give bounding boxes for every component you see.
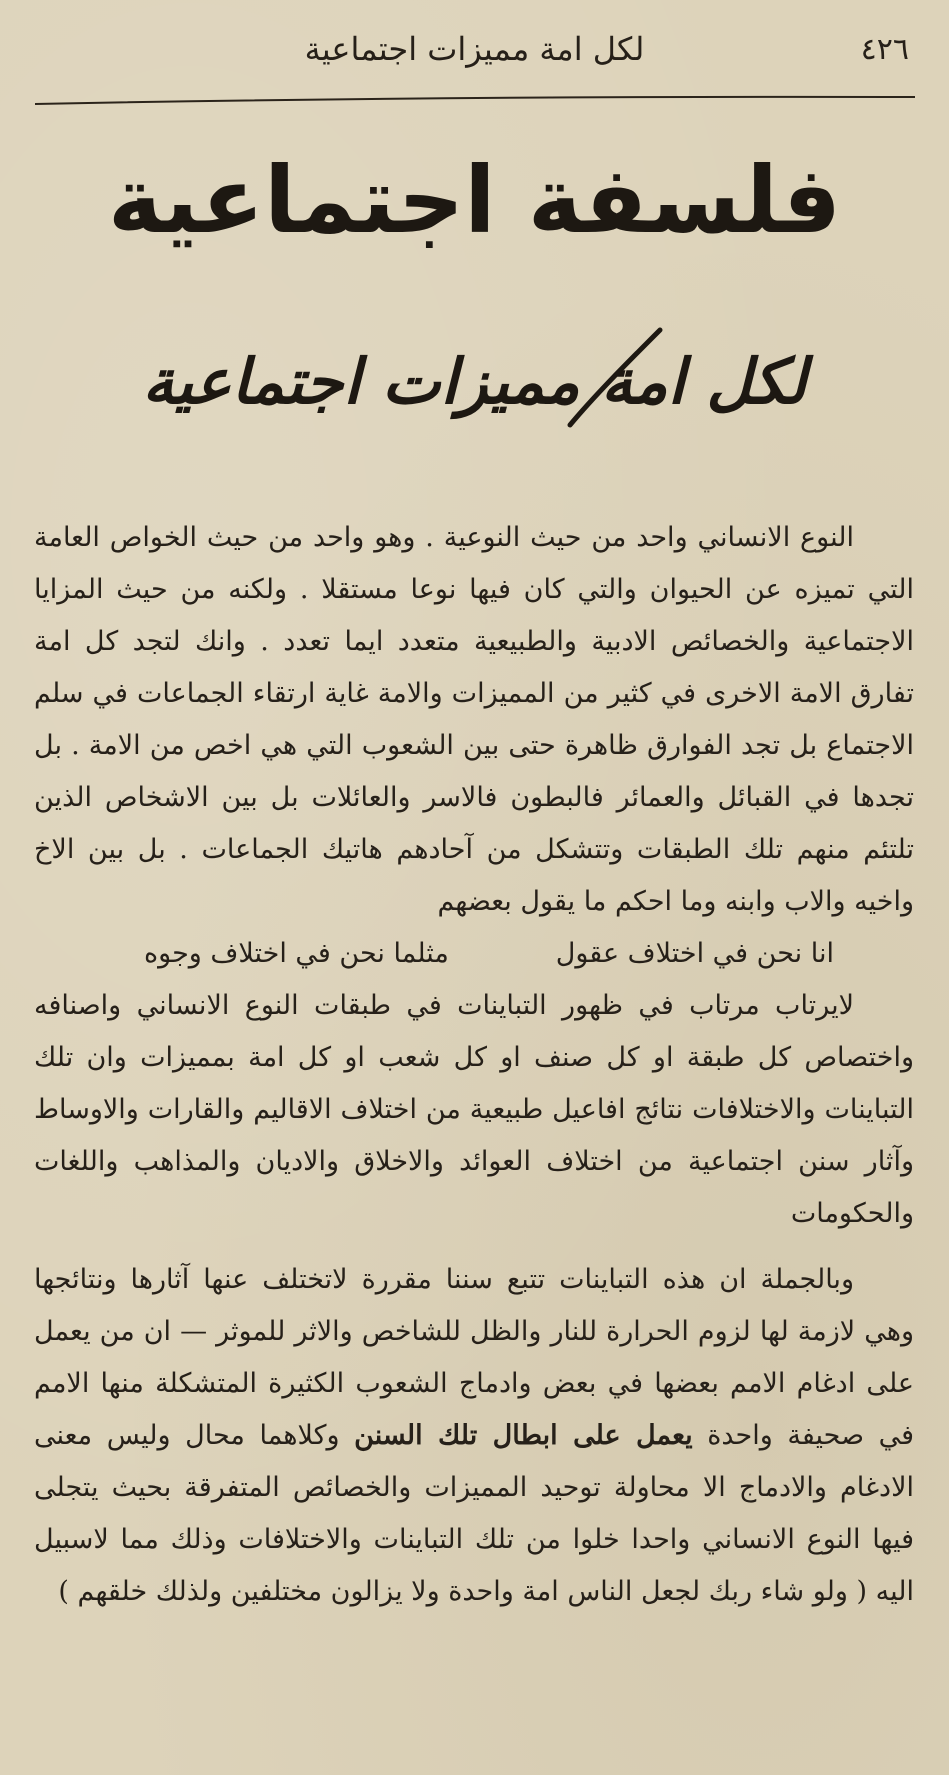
page-header	[40, 22, 909, 82]
article-body	[34, 512, 914, 1645]
paragraph-3-part-2: وكلاهما محال وليس معنى الادغام والادماج الا محاولة توحيد المميزات والخصائص المتفرقة بحيث يتجلى فيها النوع الانساني واحدا خلوا من تلك التباينات والاختلافات وذلك مما لاسبيل اليه ( ولو شاء ربك لجعل الناس امة واحدة ولا يزالون مختلفين ولذلك خلقهم )	[34, 1420, 914, 1607]
paragraph-3	[34, 1254, 914, 1618]
paragraph-1: النوع الانساني واحد من حيث النوعية . وهو واحد من حيث الخواص العامة التي تميزه عن الحيوان والتي كان فيها نوعا مستقلا . ولكنه من حيث المزايا الاجتماعية والخصائص الادبية والطبيعية متعدد ايما تعدد . وانك لتجد كل امة تفارق الامة الاخرى في كثير من المميزات والامة غاية ارتقاء الجماعات في سلم الاجتماع بل تجد الفوارق ظاهرة حتى بين الشعوب التي هي اخص من الامة . بل تجدها في القبائل والعمائر فالبطون فالاسر والعائلات بل بين الاشخاص الذين تلتئم منهم تلك الطبقات وتتشكل من آحادهم هاتيك الجماعات . بل بين الاخ واخيه والاب وابنه وما احكم ما يقول بعضهم	[34, 522, 914, 917]
paragraph-2: لايرتاب مرتاب في ظهور التباينات في طبقات النوع الانساني واصنافه واختصاص كل طبقة او كل صنف او كل شعب او كل امة بمميزات وان تلك التباينات والاختلافات نتائج افاعيل طبيعية من اختلاف الاقاليم والقارات والاوساط وآثار سنن اجتماعية من اختلاف العوائد والاخلاق والاديان والمذاهب واللغات والحكومات	[34, 990, 914, 1229]
paragraph-3-bold: يعمل على ابطال تلك السنن	[354, 1420, 693, 1451]
header-rule	[35, 95, 915, 107]
section-title: فلسفة اجتماعية	[107, 147, 842, 254]
verse-line	[34, 928, 914, 980]
running-head: لكل امة مميزات اجتماعية	[304, 30, 645, 68]
verse-hemistich-right: انا نحن في اختلاف عقول	[555, 938, 834, 969]
verse-hemistich-left: مثلما نحن في اختلاف وجوه	[144, 938, 449, 969]
article-title: لكل امة مميزات اجتماعية	[142, 345, 807, 418]
paragraph-3-part-1: وبالجملة ان هذه التباينات تتبع سننا مقررة لاتختلف عنها آثارها ونتائجها وهي لازمة لها لزوم الحرارة للنار والظل للشاخص والاثر للموثر — ان من يعمل على ادغام الامم بعضها في بعض وادماج الشعوب الكثيرة المتشكلة منها الامم في صحيفة واحدة	[34, 1264, 914, 1451]
page-number: ٤٢٦	[860, 32, 909, 67]
